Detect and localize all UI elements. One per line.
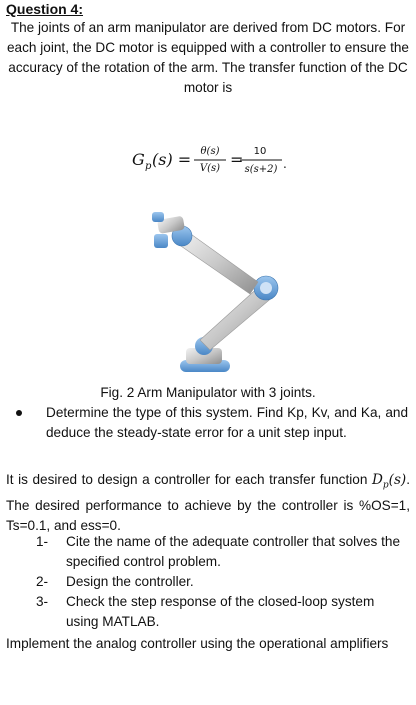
fraction2-denominator: s(s+2) (244, 164, 278, 175)
para1-math-sub: p (382, 480, 389, 491)
formula-equals: = (230, 150, 244, 169)
arm-manipulator-image (130, 200, 290, 380)
figure-caption: Fig. 2 Arm Manipulator with 3 joints. (100, 385, 316, 400)
intro-paragraph: The joints of an arm manipulator are derived from DC motors. For each joint, the DC motor is equipped with a controller to ensure the accuracy of the rotation of the arm. The transfer function of the DC motor is (7, 20, 409, 95)
formula-lhs-arg: (s) = (152, 150, 192, 169)
design-requirements-paragraph (6, 470, 410, 536)
question-heading: Question 4: (6, 1, 84, 17)
steps-list (6, 532, 410, 632)
list-item (6, 532, 410, 572)
end-effector-shape (154, 234, 168, 248)
fraction1-denominator: V(s) (199, 163, 221, 174)
step-number: 1- (36, 534, 49, 549)
implementation-paragraph: Implement the analog controller using the operational amplifiers (6, 636, 389, 651)
step-text: Design the controller. (66, 574, 194, 589)
list-item (6, 592, 410, 632)
para1-math-symbol: D (371, 472, 383, 488)
para1-math-arg: (s) (388, 472, 407, 488)
formula-lhs-sub: p (145, 161, 152, 172)
list-item (6, 572, 410, 592)
formula-trailing: . (283, 157, 287, 171)
bullet-text: Determine the type of this system. Find Kp, Kv, and Ka, and deduce the steady-state error for a unit step input. (46, 405, 408, 440)
step-text: Check the step response of the closed-loop system using MATLAB. (66, 594, 375, 629)
para1-prefix: It is desired to design a controller for each transfer function (6, 472, 368, 487)
step-number: 2- (36, 574, 49, 589)
para1-suffix: . The desired performance to achieve by the controller is %OS=1, Ts=0.1, and ess=0. (6, 472, 411, 533)
fraction2-numerator: 10 (253, 146, 267, 157)
fraction1-numerator: θ(s) (200, 146, 220, 157)
formula-lhs: G (132, 150, 145, 169)
step-number: 3- (36, 594, 49, 609)
bullet-dot-icon (16, 410, 22, 416)
transfer-function-formula (0, 140, 416, 184)
step-text: Cite the name of the adequate controller that solves the specified control problem. (66, 534, 401, 569)
